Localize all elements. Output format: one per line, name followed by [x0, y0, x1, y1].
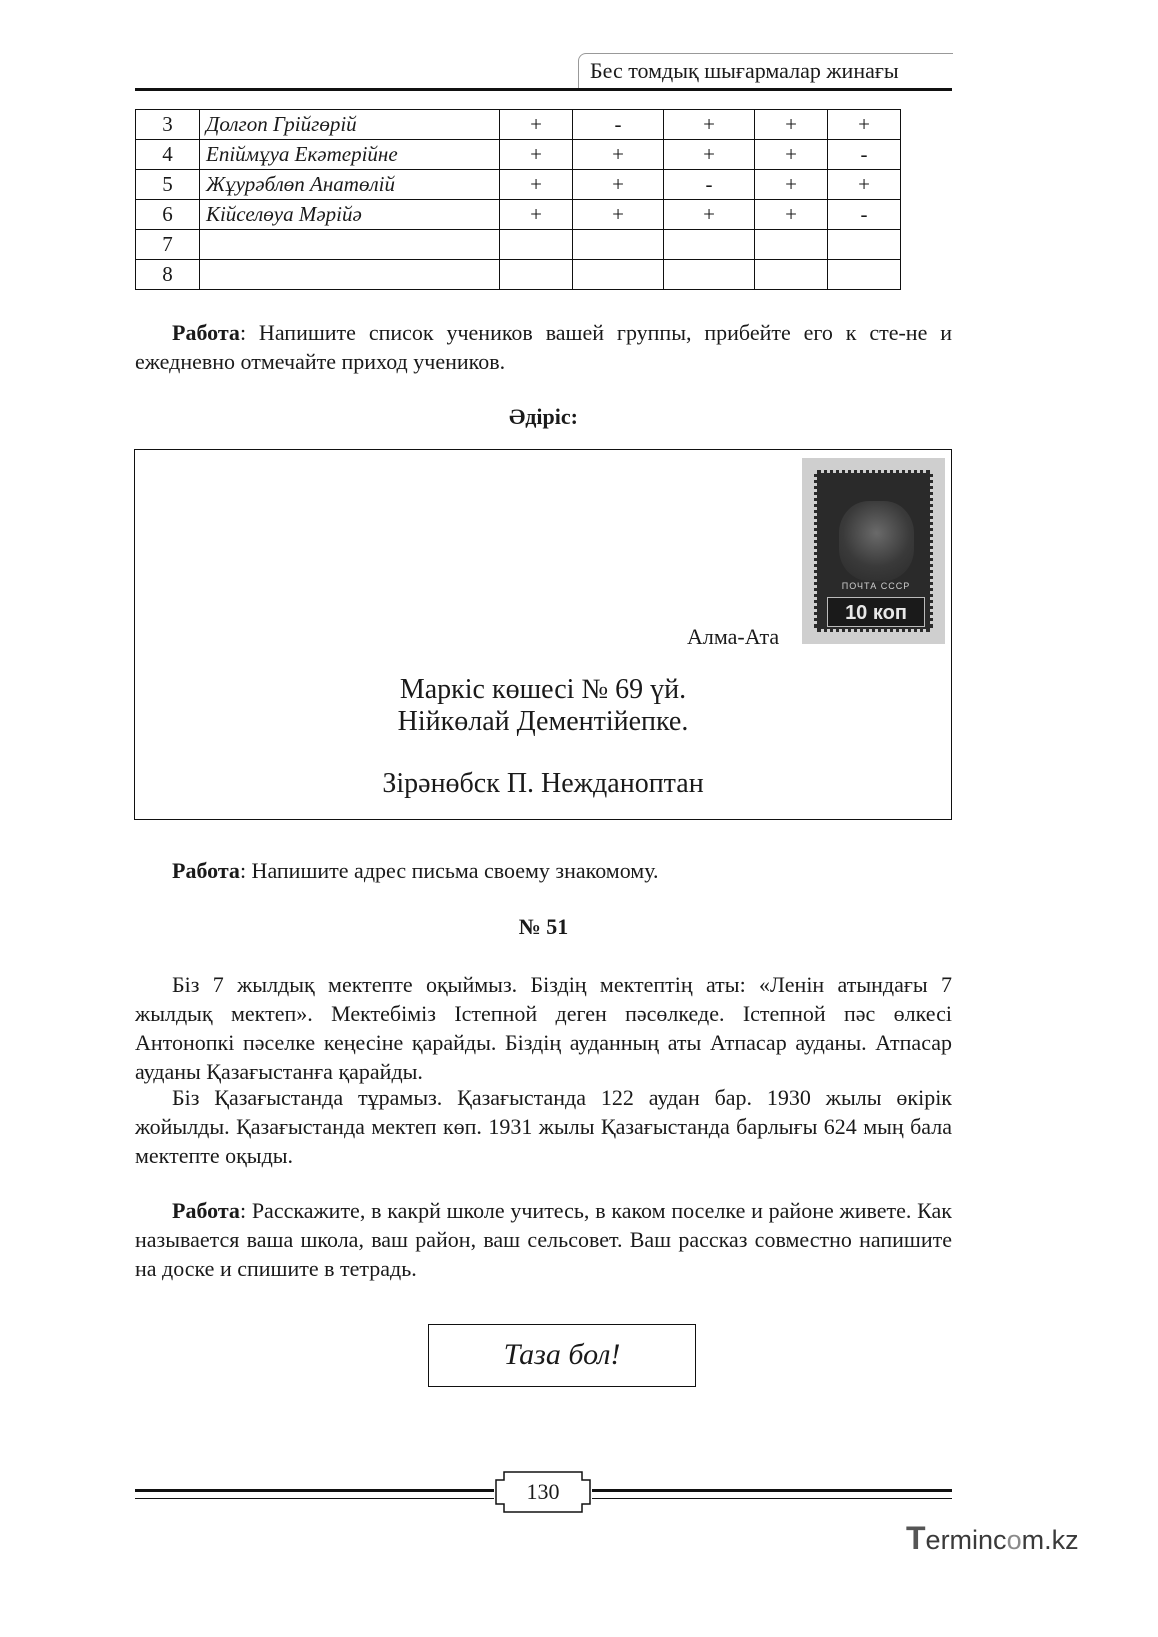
watermark-logo: Termincom.kz: [906, 1520, 1079, 1556]
attendance-mark: [755, 260, 828, 290]
attendance-mark: [500, 260, 573, 290]
closing-phrase-box: Таза бол!: [428, 1324, 696, 1387]
student-name: Кійселөуа Мәрійә: [200, 200, 500, 230]
stamp-value: 10 коп: [827, 597, 925, 627]
task-text: : Расскажите, в какрй школе учитесь, в каком поселке и районе живете. Как называется ваша школа, ваш район, ваш сельсовет. Ваш рассказ совместно напишите на доске и спишите в тетрадь.: [135, 1198, 952, 1281]
attendance-mark: +: [573, 170, 664, 200]
footer-rule-left: [135, 1489, 494, 1499]
attendance-mark: +: [755, 200, 828, 230]
attendance-table: [135, 109, 901, 290]
section-number: № 51: [518, 914, 569, 939]
envelope-recipient: Нійкөлай Дементійепке.: [397, 706, 689, 737]
student-name: Долгоп Грійгөрій: [200, 110, 500, 140]
address-heading: Әдіріс:: [509, 404, 578, 429]
task-text: : Напишите адрес письма своему знакомому.: [239, 858, 659, 883]
stamp-label: ПОЧТА СССР: [841, 581, 911, 591]
table-row: [136, 230, 901, 260]
stamp-face: [814, 470, 933, 632]
attendance-mark: +: [755, 170, 828, 200]
task-paragraph-3: [135, 1196, 952, 1283]
task-text: : Напишите список учеников вашей группы, прибейте его к сте-не и ежедневно отмечайте приход учеников.: [135, 320, 952, 374]
attendance-mark: +: [755, 140, 828, 170]
attendance-mark: +: [573, 140, 664, 170]
table-row: [136, 110, 901, 140]
running-header: Бес томдық шығармалар жинағы: [590, 58, 899, 83]
story-paragraph-2: Біз Қазағыстанда тұрамыз. Қазағыстанда 122 аудан бар. 1930 жылы өкірік жойылды. Қазағыстанда мектеп көп. 1931 жылы Қазағыстанда барлығы 624 мың бала мектепте оқыды.: [135, 1085, 952, 1168]
attendance-mark: [500, 230, 573, 260]
page-number: 130: [526, 1479, 560, 1504]
student-name: [200, 230, 500, 260]
story-paragraph-1: Біз 7 жылдық мектепте оқыймыз. Біздің мектептің аты: «Ленін атындағы 7 жылдық мектеп». Мектебіміз Істепной деген пәсөлкеде. Істепной пәс өлкесі Антонопкі пәселке кеңесіне қарайды. Біздің ауданның аты Атпасар ауданы. Атпасар ауданы Қазағыстанға қарайды.: [135, 972, 952, 1084]
attendance-mark: +: [500, 140, 573, 170]
row-number: 7: [136, 230, 200, 260]
attendance-mark: [828, 260, 901, 290]
table-row: [136, 170, 901, 200]
envelope-sender: Зірәнөбск П. Нежданоптан: [382, 768, 704, 799]
attendance-mark: -: [664, 170, 755, 200]
table-row: [136, 200, 901, 230]
attendance-mark: +: [755, 110, 828, 140]
attendance-mark: -: [828, 140, 901, 170]
header-rule: [135, 88, 952, 91]
task-paragraph-2: [135, 856, 952, 885]
attendance-mark: +: [664, 200, 755, 230]
attendance-mark: [573, 230, 664, 260]
envelope-city: Алма-Ата: [687, 624, 780, 649]
envelope-street: Маркіс көшесі № 69 үй.: [399, 674, 687, 705]
task-label: Работа: [172, 320, 240, 345]
attendance-mark: +: [828, 170, 901, 200]
attendance-mark: -: [573, 110, 664, 140]
row-number: 3: [136, 110, 200, 140]
row-number: 4: [136, 140, 200, 170]
attendance-mark: +: [828, 110, 901, 140]
row-number: 6: [136, 200, 200, 230]
table-row: [136, 260, 901, 290]
student-name: Епіймұуа Екәтерійне: [200, 140, 500, 170]
attendance-mark: [664, 230, 755, 260]
attendance-mark: -: [828, 200, 901, 230]
row-number: 5: [136, 170, 200, 200]
attendance-mark: [664, 260, 755, 290]
attendance-mark: +: [500, 170, 573, 200]
attendance-mark: +: [500, 200, 573, 230]
attendance-mark: +: [500, 110, 573, 140]
envelope-frame: [134, 449, 952, 820]
task-label: Работа: [172, 1198, 240, 1223]
task-label: Работа: [172, 858, 240, 883]
table-row: [136, 140, 901, 170]
footer-rule-right: [592, 1489, 952, 1499]
student-name: [200, 260, 500, 290]
task-paragraph-1: [135, 318, 952, 376]
attendance-mark: +: [573, 200, 664, 230]
attendance-mark: [828, 230, 901, 260]
attendance-mark: +: [664, 140, 755, 170]
student-name: Жұурәблөп Анатөлій: [200, 170, 500, 200]
row-number: 8: [136, 260, 200, 290]
stamp-portrait: [839, 501, 914, 581]
postage-stamp-image: [802, 458, 945, 644]
attendance-mark: +: [664, 110, 755, 140]
attendance-mark: [755, 230, 828, 260]
attendance-mark: [573, 260, 664, 290]
